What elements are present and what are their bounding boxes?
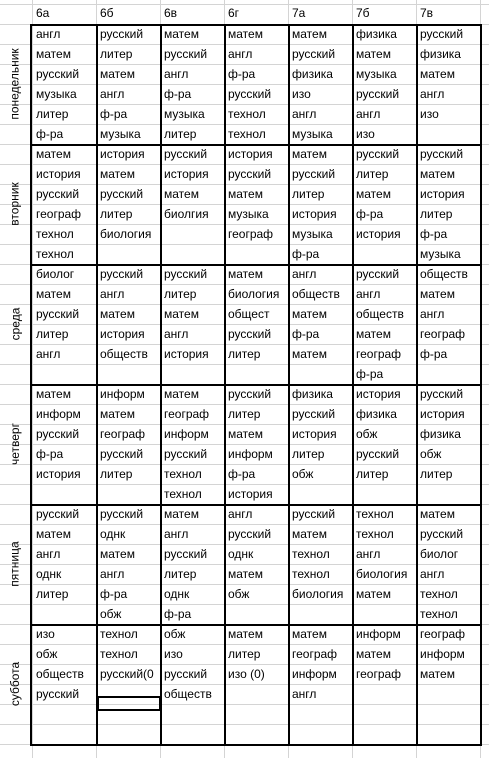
schedule-cell[interactable]: история [164,167,209,181]
schedule-cell[interactable]: технол [36,227,74,241]
schedule-cell[interactable]: литер [100,47,133,61]
schedule-cell[interactable]: русский [292,407,336,421]
schedule-cell[interactable]: физика [420,427,461,441]
schedule-cell[interactable]: история [420,187,465,201]
schedule-cell[interactable]: обществ [164,687,212,701]
schedule-cell[interactable]: ф-ра [356,367,384,381]
schedule-cell[interactable]: матем [164,187,199,201]
day-label: пятница [8,541,22,587]
schedule-cell[interactable]: русский [420,147,464,161]
schedule-cell[interactable]: матем [100,167,135,181]
schedule-cell[interactable]: матем [228,427,263,441]
schedule-cell[interactable]: англ [356,287,381,301]
schedule-cell[interactable]: история [100,327,145,341]
schedule-cell[interactable]: ф-ра [356,207,384,221]
schedule-cell[interactable]: обществ [356,307,404,321]
schedule-cell[interactable]: ф-ра [164,87,192,101]
schedule-cell[interactable]: матем [228,567,263,581]
schedule-cell[interactable]: технол [292,547,330,561]
schedule-cell[interactable]: технол [100,647,138,661]
schedule-cell[interactable]: литер [36,587,69,601]
schedule-cell[interactable]: музыка [36,87,77,101]
schedule-cell[interactable]: матем [356,587,391,601]
schedule-cell[interactable]: физика [356,407,397,421]
schedule-cell[interactable]: англ [100,567,125,581]
schedule-cell[interactable]: однк [100,527,126,541]
schedule-cell[interactable]: русский [292,47,336,61]
schedule-cell[interactable]: литер [420,207,453,221]
schedule-cell[interactable]: русский [228,167,272,181]
schedule-cell[interactable]: обществ [420,267,468,281]
schedule-cell[interactable]: матем [356,327,391,341]
schedule-cell[interactable]: матем [36,147,71,161]
schedule-cell[interactable]: изо [164,647,183,661]
schedule-cell[interactable]: географ [356,347,402,361]
schedule-cell[interactable]: информ [164,427,209,441]
schedule-cell[interactable]: русский [36,427,80,441]
schedule-cell[interactable]: матем [292,627,327,641]
column-header[interactable]: 7б [356,6,370,20]
schedule-cell[interactable]: англ [356,107,381,121]
schedule-cell[interactable]: русский [164,147,208,161]
schedule-cell[interactable]: матем [100,67,135,81]
schedule-cell[interactable]: биология [228,287,280,301]
schedule-cell[interactable]: технол [228,127,266,141]
schedule-cell[interactable]: русский [292,507,336,521]
schedule-cell[interactable]: литер [100,207,133,221]
schedule-cell[interactable]: литер [228,407,261,421]
schedule-cell[interactable]: географ [228,227,274,241]
schedule-cell[interactable]: русский [164,47,208,61]
schedule-cell[interactable]: матем [356,47,391,61]
schedule-cell[interactable]: общест [228,307,270,321]
schedule-cell[interactable]: информ [356,627,401,641]
schedule-cell[interactable]: история [356,227,401,241]
schedule-cell[interactable]: русский [356,447,400,461]
schedule-cell[interactable]: географ [100,427,146,441]
schedule-cell[interactable]: ф-ра [164,607,192,621]
schedule-cell[interactable]: история [420,407,465,421]
day-label: суббота [8,661,23,707]
schedule-cell[interactable]: англ [292,267,317,281]
column-header[interactable]: 6в [164,6,178,20]
schedule-cell[interactable]: технол [292,567,330,581]
schedule-cell[interactable]: биолгия [164,207,209,221]
schedule-cell[interactable]: русский [356,267,400,281]
schedule-cell[interactable]: биолог [420,547,459,561]
schedule-cell[interactable]: музыка [228,207,269,221]
schedule-cell[interactable]: русский [164,667,208,681]
schedule-cell[interactable]: обществ [36,667,84,681]
schedule-cell[interactable]: литер [164,127,197,141]
schedule-cell[interactable]: матем [100,547,135,561]
schedule-cell[interactable]: русский [100,447,144,461]
schedule-cell[interactable]: матем [420,167,455,181]
schedule-cell[interactable]: англ [356,547,381,561]
schedule-cell[interactable]: матем [164,307,199,321]
schedule-cell[interactable]: матем [356,647,391,661]
schedule-cell[interactable]: биология [292,587,344,601]
schedule-cell[interactable]: матем [292,27,327,41]
schedule-cell[interactable]: ф-ра [36,127,64,141]
schedule-cell[interactable]: матем [292,147,327,161]
schedule-cell[interactable]: матем [420,67,455,81]
schedule-cell[interactable]: однк [228,547,254,561]
schedule-cell[interactable]: технол [100,627,138,641]
schedule-cell[interactable]: русский [36,687,80,701]
schedule-cell[interactable]: русский [228,327,272,341]
schedule-cell[interactable]: однк [164,587,190,601]
schedule-cell[interactable]: русский [36,67,80,81]
schedule-cell[interactable]: биология [100,227,152,241]
schedule-cell[interactable]: англ [292,687,317,701]
day-label: вторник [8,182,22,226]
schedule-cell[interactable]: музыка [164,107,205,121]
schedule-cell[interactable]: технол [164,467,202,481]
schedule-cell[interactable]: русский [164,447,208,461]
schedule-cell[interactable]: матем [356,187,391,201]
schedule-cell[interactable]: ф-ра [100,107,128,121]
schedule-cell[interactable]: ф-ра [420,347,448,361]
schedule-cell[interactable]: информ [292,667,337,681]
schedule-cell[interactable]: изо [292,87,311,101]
schedule-cell[interactable]: обж [164,627,186,641]
schedule-cell[interactable]: русский [164,547,208,561]
schedule-cell[interactable]: обществ [292,287,340,301]
schedule-cell[interactable]: изо [36,627,55,641]
schedule-cell[interactable]: изо [420,107,439,121]
schedule-cell[interactable]: ф-ра [292,247,320,261]
schedule-cell[interactable]: обж [420,447,442,461]
column-header[interactable]: 7а [292,6,306,20]
schedule-cell[interactable]: русский [292,167,336,181]
schedule-cell[interactable]: русский [100,27,144,41]
schedule-cell[interactable]: русский [420,387,464,401]
schedule-cell[interactable]: литер [36,327,69,341]
schedule-cell[interactable]: матем [420,667,455,681]
schedule-cell[interactable]: литер [228,347,261,361]
schedule-cell[interactable]: обж [228,587,250,601]
column-header[interactable]: 6г [228,6,240,20]
schedule-cell[interactable]: литер [356,167,389,181]
schedule-cell[interactable]: литер [292,447,325,461]
schedule-cell[interactable]: обж [100,607,122,621]
schedule-cell[interactable]: музыка [420,247,461,261]
schedule-cell[interactable]: матем [36,287,71,301]
schedule-cell[interactable]: матем [420,507,455,521]
schedule-cell[interactable]: ф-ра [36,447,64,461]
schedule-cell[interactable]: литер [164,287,197,301]
schedule-cell[interactable]: матем [100,307,135,321]
schedule-cell[interactable]: русский [420,527,464,541]
schedule-cell[interactable]: географ [420,327,466,341]
schedule-cell[interactable]: ф-ра [420,227,448,241]
schedule-cell[interactable]: физика [292,67,333,81]
schedule-cell[interactable]: история [36,167,81,181]
schedule-cell[interactable]: ф-ра [100,587,128,601]
schedule-cell[interactable]: русский [100,507,144,521]
schedule-cell[interactable]: музыка [292,227,333,241]
schedule-cell[interactable]: обществ [100,347,148,361]
schedule-cell[interactable]: история [292,427,337,441]
schedule-cell[interactable]: англ [228,507,253,521]
schedule-cell[interactable]: литер [164,567,197,581]
schedule-cell[interactable]: история [228,487,273,501]
schedule-cell[interactable]: русский [164,267,208,281]
schedule-cell[interactable]: история [356,387,401,401]
schedule-cell[interactable]: матем [164,507,199,521]
schedule-cell[interactable]: матем [420,287,455,301]
schedule-cell[interactable]: русский [36,187,80,201]
schedule-cell[interactable]: обж [356,427,378,441]
schedule-cell[interactable]: история [228,147,273,161]
schedule-cell[interactable]: однк [36,567,62,581]
schedule-cell[interactable]: русский(0 [100,667,154,681]
schedule-cell[interactable]: обж [292,467,314,481]
schedule-cell[interactable]: физика [356,27,397,41]
schedule-cell[interactable]: англ [228,47,253,61]
schedule-cell[interactable]: англ [292,107,317,121]
schedule-cell[interactable]: русский [356,87,400,101]
schedule-cell[interactable]: матем [228,627,263,641]
schedule-cell[interactable]: географ [164,407,210,421]
schedule-cell[interactable]: информ [228,447,273,461]
schedule-cell[interactable]: англ [100,87,125,101]
schedule-cell[interactable]: технол [420,607,458,621]
schedule-cell[interactable]: матем [36,47,71,61]
schedule-cell[interactable]: матем [164,27,199,41]
schedule-cell[interactable]: изо (0) [228,667,265,681]
schedule-cell[interactable]: англ [164,327,189,341]
schedule-cell[interactable]: литер [228,647,261,661]
day-label: понедельник [8,48,23,120]
schedule-cell[interactable]: англ [420,567,445,581]
schedule-cell[interactable]: матем [292,527,327,541]
schedule-cell[interactable]: матем [36,387,71,401]
schedule-cell[interactable]: англ [36,27,61,41]
schedule-cell[interactable]: технол [356,507,394,521]
schedule-cell[interactable]: история [100,147,145,161]
schedule-cell[interactable]: история [164,347,209,361]
schedule-cell[interactable]: ф-ра [228,67,256,81]
schedule-cell[interactable]: ф-ра [228,467,256,481]
schedule-cell[interactable]: англ [36,547,61,561]
schedule-cell[interactable]: технол [164,487,202,501]
schedule-cell[interactable]: физика [420,47,461,61]
schedule-cell[interactable]: литер [356,467,389,481]
schedule-cell[interactable]: русский [100,267,144,281]
schedule-cell[interactable]: биолог [36,267,75,281]
schedule-cell[interactable]: англ [420,87,445,101]
schedule-cell[interactable]: технол [356,527,394,541]
schedule-cell[interactable]: литер [100,467,133,481]
schedule-cell[interactable]: информ [36,407,81,421]
schedule-cell[interactable]: матем [292,307,327,321]
column-header[interactable]: 7в [420,6,434,20]
schedule-cell[interactable]: литер [420,467,453,481]
schedule-cell[interactable]: русский [356,147,400,161]
schedule-cell[interactable]: русский [228,527,272,541]
day-label: четверг [8,423,22,465]
schedule-cell[interactable]: технол [36,247,74,261]
column-header[interactable]: 6б [100,6,114,20]
schedule-cell[interactable]: русский [36,507,80,521]
schedule-cell[interactable]: матем [164,387,199,401]
schedule-cell[interactable]: русский [100,187,144,201]
schedule-cell[interactable]: физика [292,387,333,401]
schedule-cell[interactable]: биология [356,567,408,581]
schedule-cell[interactable]: литер [292,187,325,201]
schedule-cell[interactable]: музыка [100,127,141,141]
schedule-cell[interactable]: музыка [356,67,397,81]
schedule-cell[interactable]: информ [100,387,145,401]
schedule-cell[interactable]: матем [100,407,135,421]
schedule-cell[interactable]: русский [36,307,80,321]
schedule-cell[interactable]: русский [228,87,272,101]
schedule-cell[interactable]: технол [228,107,266,121]
schedule-cell[interactable]: изо [356,127,375,141]
schedule-cell[interactable]: история [292,207,337,221]
schedule-cell[interactable]: англ [100,287,125,301]
column-header[interactable]: 6а [36,6,50,20]
schedule-cell[interactable]: матем [292,347,327,361]
schedule-cell[interactable]: матем [228,267,263,281]
schedule-cell[interactable]: информ [420,647,465,661]
schedule-cell[interactable]: ф-ра [292,327,320,341]
schedule-cell[interactable]: история [36,467,81,481]
schedule-cell[interactable]: англ [164,527,189,541]
schedule-cell[interactable]: англ [164,67,189,81]
schedule-cell[interactable]: литер [36,107,69,121]
schedule-cell[interactable]: русский [420,27,464,41]
schedule-cell[interactable]: географ [420,627,466,641]
schedule-cell[interactable]: географ [36,207,82,221]
schedule-cell[interactable]: обж [36,647,58,661]
schedule-cell[interactable]: географ [356,667,402,681]
schedule-cell[interactable]: матем [228,187,263,201]
schedule-cell[interactable]: матем [228,27,263,41]
schedule-cell[interactable]: географ [292,647,338,661]
schedule-cell[interactable]: технол [420,587,458,601]
schedule-cell[interactable]: англ [420,307,445,321]
schedule-cell[interactable]: матем [36,527,71,541]
selected-cell-outline [97,696,161,711]
schedule-cell[interactable]: русский [228,387,272,401]
schedule-cell[interactable]: музыка [292,127,333,141]
day-label: среда [8,307,23,341]
schedule-cell[interactable]: англ [36,347,61,361]
